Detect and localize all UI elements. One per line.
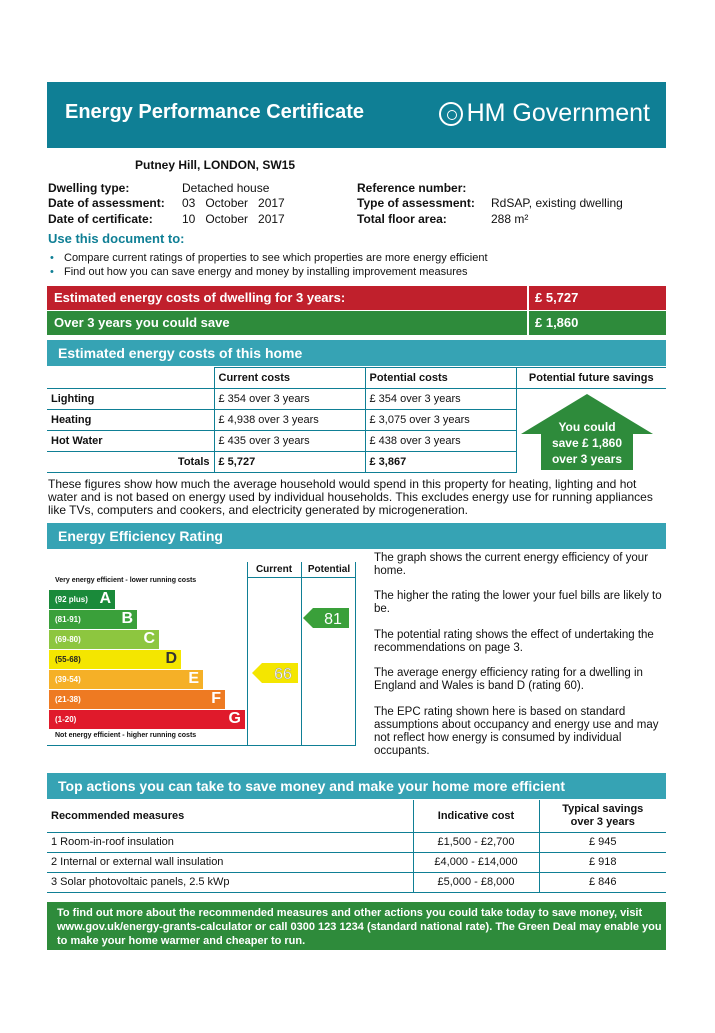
current-cost: £ 435 over 3 years	[214, 431, 365, 452]
potential-rating-value: 81	[324, 611, 342, 628]
band-range: (69-80)	[55, 635, 81, 644]
costs-note: These figures show how much the average household would spend in this property for heating, lighting and hot water and is not based on energy used by individual households. This excludes energy use for running appliances like TVs, computers and cookers, and electricity generated by microgeneration.	[48, 477, 653, 517]
totals-current: £ 5,727	[214, 452, 365, 473]
floor-area-value: 288 m²	[491, 212, 529, 226]
savings-callout	[521, 419, 653, 467]
cost: £4,000 - £14,000	[413, 852, 539, 872]
rating-text-1: The graph shows the current energy efficiency of your home.	[374, 552, 649, 577]
table-header: Typical savings over 3 years	[539, 800, 666, 832]
estimated-costs-label: Estimated energy costs of dwelling for 3 years:	[54, 290, 346, 305]
page-title: Energy Performance Certificate	[65, 101, 365, 123]
table-row	[47, 832, 666, 852]
floor-area-label: Total floor area:	[357, 212, 447, 226]
cost: £1,500 - £2,700	[413, 832, 539, 852]
rating-text-4: The average energy efficiency rating for a dwelling in England and Wales is band D (rating 60).	[374, 667, 643, 692]
brand-text: HM Government	[466, 99, 650, 127]
row-label: Hot Water	[47, 431, 214, 452]
certificate-date-value: 10 October 2017	[182, 212, 285, 226]
royal-crest-icon	[439, 102, 463, 126]
certificate-date-label: Date of certificate:	[48, 212, 153, 226]
potential-column-header: Potential	[307, 564, 351, 575]
rating-text-3: The potential rating shows the effect of undertaking the recommendations on page 3.	[374, 629, 654, 654]
band-a	[49, 590, 115, 609]
divider	[527, 286, 529, 310]
measure: 2 Internal or external wall insulation	[47, 852, 413, 872]
property-address: Putney Hill, LONDON, SW15	[135, 158, 296, 172]
saving: £ 945	[539, 832, 666, 852]
dwelling-type-label: Dwelling type:	[48, 181, 130, 195]
rating-chart	[47, 562, 356, 746]
list-item: • Compare current ratings of properties to see which properties are more energy efficient	[50, 251, 488, 265]
band-letter: E	[188, 670, 199, 687]
current-column-header: Current	[255, 564, 293, 575]
current-rating-value: 66	[274, 666, 292, 683]
band-letter: F	[211, 690, 221, 707]
table-header	[47, 368, 214, 389]
saving: £ 846	[539, 872, 666, 892]
actions-table	[47, 800, 666, 893]
band-range: (92 plus)	[55, 595, 88, 604]
band-letter: A	[99, 590, 111, 607]
band-f	[49, 690, 225, 709]
table-row	[47, 872, 666, 892]
savings-callout-line: save £ 1,860	[551, 436, 623, 450]
table-header: Potential future savings	[516, 368, 666, 389]
cost: £5,000 - £8,000	[413, 872, 539, 892]
rating-markers	[247, 562, 356, 746]
assessment-date-label: Date of assessment:	[48, 196, 165, 210]
footer-info: To find out more about the recommended measures and other actions you could take today to save money, visit www.gov.uk/energy-grants-calculator or call 0300 123 1234 (standard national rate). The Green Deal may enable you to make your home warmer and cheaper to run.	[47, 902, 666, 950]
header-banner	[47, 82, 666, 148]
measure: 1 Room-in-roof insulation	[47, 832, 413, 852]
band-e	[49, 670, 203, 689]
costs-section-heading: Estimated energy costs of this home	[47, 340, 666, 366]
savings-callout-line: You could	[558, 420, 616, 434]
band-d	[49, 650, 181, 669]
band-range: (81-91)	[55, 615, 81, 624]
potential-cost: £ 3,075 over 3 years	[365, 410, 516, 431]
band-c	[49, 630, 159, 649]
divider	[527, 311, 529, 335]
band-letter: B	[121, 610, 133, 627]
band-letter: D	[165, 650, 177, 667]
assessment-date-value: 03 October 2017	[182, 196, 285, 210]
savings-value: £ 1,860	[535, 315, 579, 330]
rating-text-2: The higher the rating the lower your fuel bills are likely to be.	[374, 590, 662, 615]
saving: £ 918	[539, 852, 666, 872]
band-g	[49, 710, 245, 729]
row-label: Lighting	[47, 389, 214, 410]
table-header: Current costs	[214, 368, 365, 389]
band-letter: C	[143, 630, 155, 647]
hm-government-logo	[439, 99, 650, 128]
band-range: (1-20)	[55, 715, 77, 724]
reference-label: Reference number:	[357, 181, 467, 195]
list-item: • Find out how you can save energy and money by installing improvement measures	[50, 265, 488, 279]
table-row	[47, 852, 666, 872]
potential-cost: £ 438 over 3 years	[365, 431, 516, 452]
bottom-note: Not energy efficient - higher running costs	[55, 732, 197, 739]
use-document-heading: Use this document to:	[48, 231, 185, 246]
measure: 3 Solar photovoltaic panels, 2.5 kWp	[47, 872, 413, 892]
estimated-costs-value: £ 5,727	[535, 290, 579, 305]
band-b	[49, 610, 137, 629]
rating-text-5: The EPC rating shown here is based on standard assumptions about occupancy and energy use and may not reflect how energy is consumed by individual occupants.	[374, 706, 659, 757]
dwelling-type-value: Detached house	[182, 181, 270, 195]
totals-potential: £ 3,867	[365, 452, 516, 473]
band-range: (39-54)	[55, 675, 81, 684]
rating-section-heading: Energy Efficiency Rating	[47, 523, 666, 549]
actions-section-heading: Top actions you can take to save money and make your home more efficient	[47, 773, 666, 799]
assessment-type-label: Type of assessment:	[357, 196, 475, 210]
totals-label: Totals	[47, 452, 214, 473]
estimated-costs-bar	[47, 286, 666, 310]
top-note: Very energy efficient - lower running costs	[55, 577, 197, 584]
potential-cost: £ 354 over 3 years	[365, 389, 516, 410]
savings-bar	[47, 311, 666, 335]
row-label: Heating	[47, 410, 214, 431]
use-document-list	[50, 251, 488, 279]
savings-callout-line: over 3 years	[551, 452, 623, 466]
current-cost: £ 4,938 over 3 years	[214, 410, 365, 431]
table-header: Indicative cost	[413, 800, 539, 832]
table-header: Recommended measures	[47, 800, 413, 832]
band-range: (55-68)	[55, 655, 81, 664]
table-header: Potential costs	[365, 368, 516, 389]
band-range: (21-38)	[55, 695, 81, 704]
band-letter: G	[228, 710, 241, 727]
current-cost: £ 354 over 3 years	[214, 389, 365, 410]
assessment-type-value: RdSAP, existing dwelling	[491, 196, 623, 210]
savings-label: Over 3 years you could save	[54, 315, 230, 330]
